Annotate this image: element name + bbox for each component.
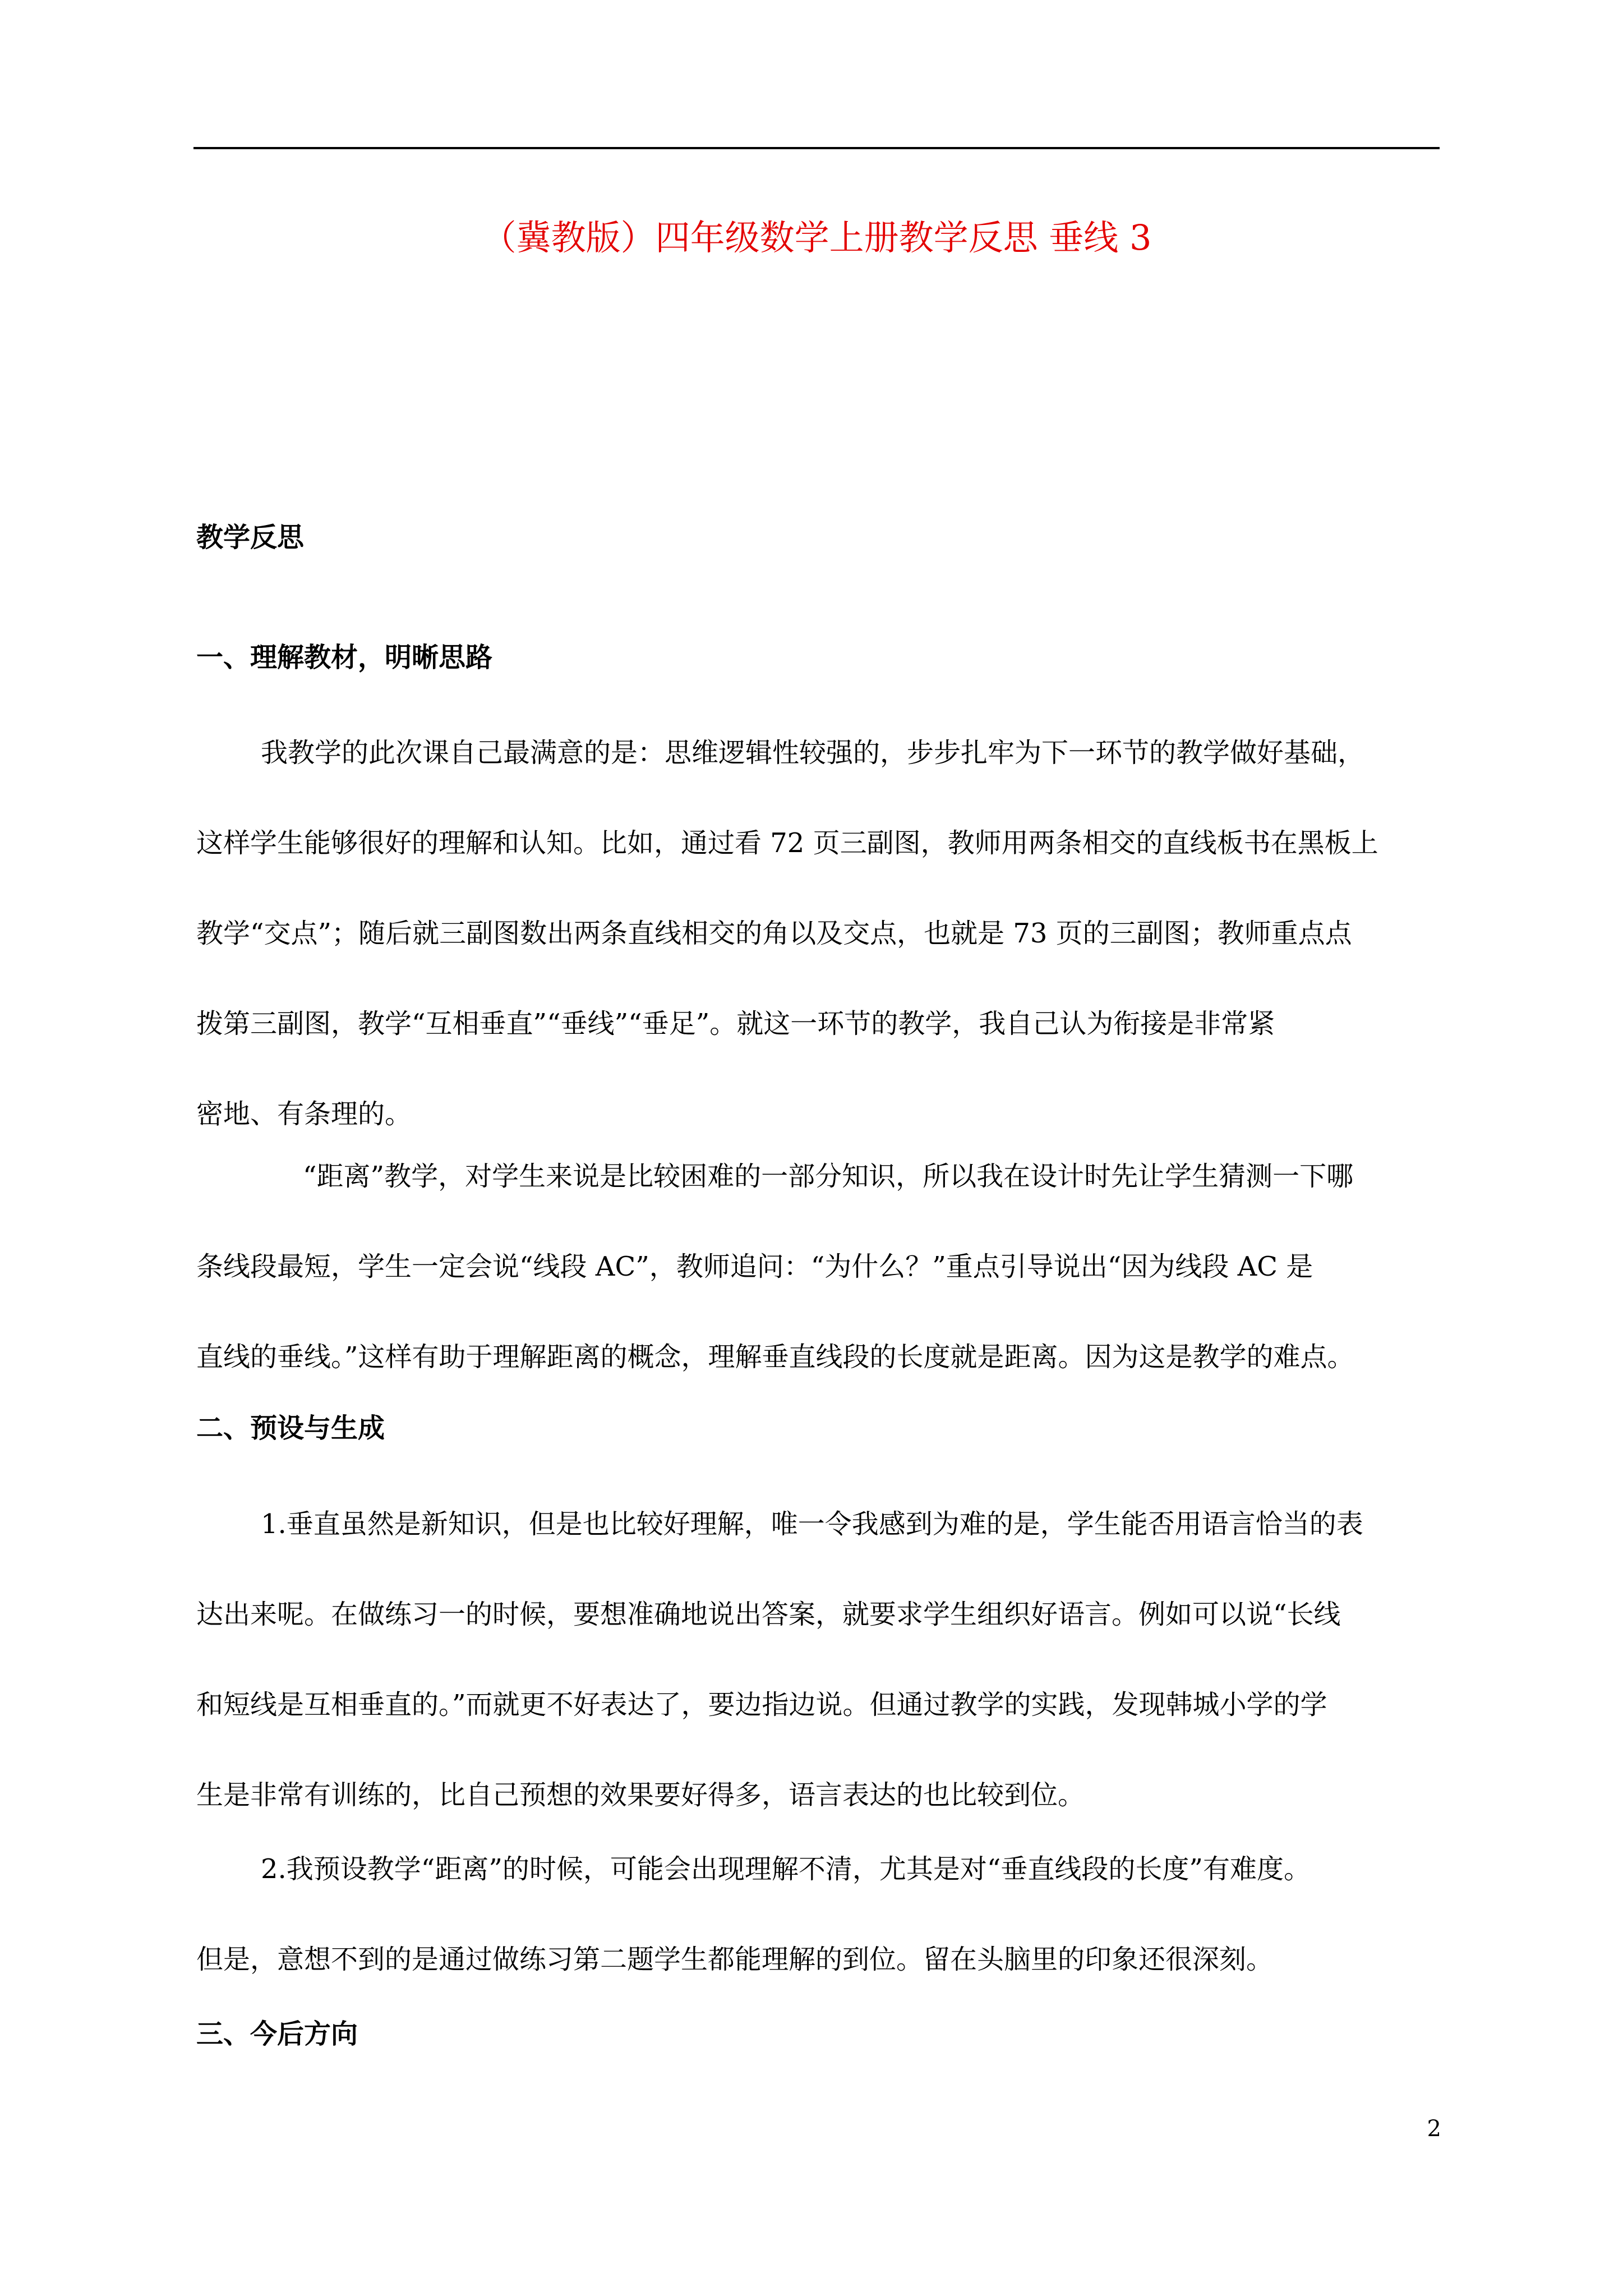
text-line: 条线段最短，学生一定会说“线段 AC”，教师追问：“为什么？”重点引导说出“因为线段 AC 是 [196,1251,1313,1282]
section-heading-2: 二、预设与生成 [196,1412,385,1444]
paragraph-1-2 [196,1131,1441,1402]
text-line: 2.我预设教学“距离”的时候，可能会出现理解不清，尤其是对“垂直线段的长度”有难度。 [261,1853,1311,1885]
text-line: 但是，意想不到的是通过做练习第二题学生都能理解的到位。留在头脑里的印象还很深刻。 [196,1944,1274,1975]
text-line: 密地、有条理的。 [196,1098,412,1130]
text-line: 教学“交点”；随后就三副图数出两条直线相交的角以及交点，也就是 73 页的三副图；教师重点点 [196,918,1352,949]
text-line: 生是非常有训练的，比自己预想的效果要好得多，语言表达的也比较到位。 [196,1779,1085,1811]
header-rule [193,147,1440,149]
paragraph-2-2 [196,1824,1441,2005]
document-title: （冀教版）四年级数学上册教学反思 垂线 3 [481,217,1152,258]
section-heading-3: 三、今后方向 [196,2018,358,2050]
paragraph-1-1 [196,708,1441,1159]
section-label: 教学反思 [196,522,305,553]
text-line: 和短线是互相垂直的。”而就更不好表达了，要边指边说。但通过教学的实践，发现韩城小学的学 [196,1689,1327,1720]
text-line: 拨第三副图，教学“互相垂直”“垂线”“垂足”。就这一环节的教学，我自己认为衔接是非常紧 [196,1008,1275,1039]
text-line: 这样学生能够很好的理解和认知。比如，通过看 72 页三副图，教师用两条相交的直线板书在黑板上 [196,827,1378,859]
text-line: 直线的垂线。”这样有助于理解距离的概念，理解垂直线段的长度就是距离。因为这是教学的难点。 [196,1341,1354,1373]
text-line: 达出来呢。在做练习一的时候，要想准确地说出答案，就要求学生组织好语言。例如可以说“长线 [196,1599,1341,1630]
section-heading-1: 一、理解教材，明晰思路 [196,642,493,673]
text-line: 我教学的此次课自己最满意的是：思维逻辑性较强的，步步扎牢为下一环节的教学做好基础， [261,737,1365,769]
paragraph-2-1 [196,1479,1441,1841]
text-line: 1.垂直虽然是新知识，但是也比较好理解，唯一令我感到为难的是，学生能否用语言恰当的表 [261,1508,1363,1540]
page-number: 2 [1427,2116,1441,2142]
text-line: “距离”教学，对学生来说是比较困难的一部分知识，所以我在设计时先让学生猜测一下哪 [303,1161,1354,1192]
